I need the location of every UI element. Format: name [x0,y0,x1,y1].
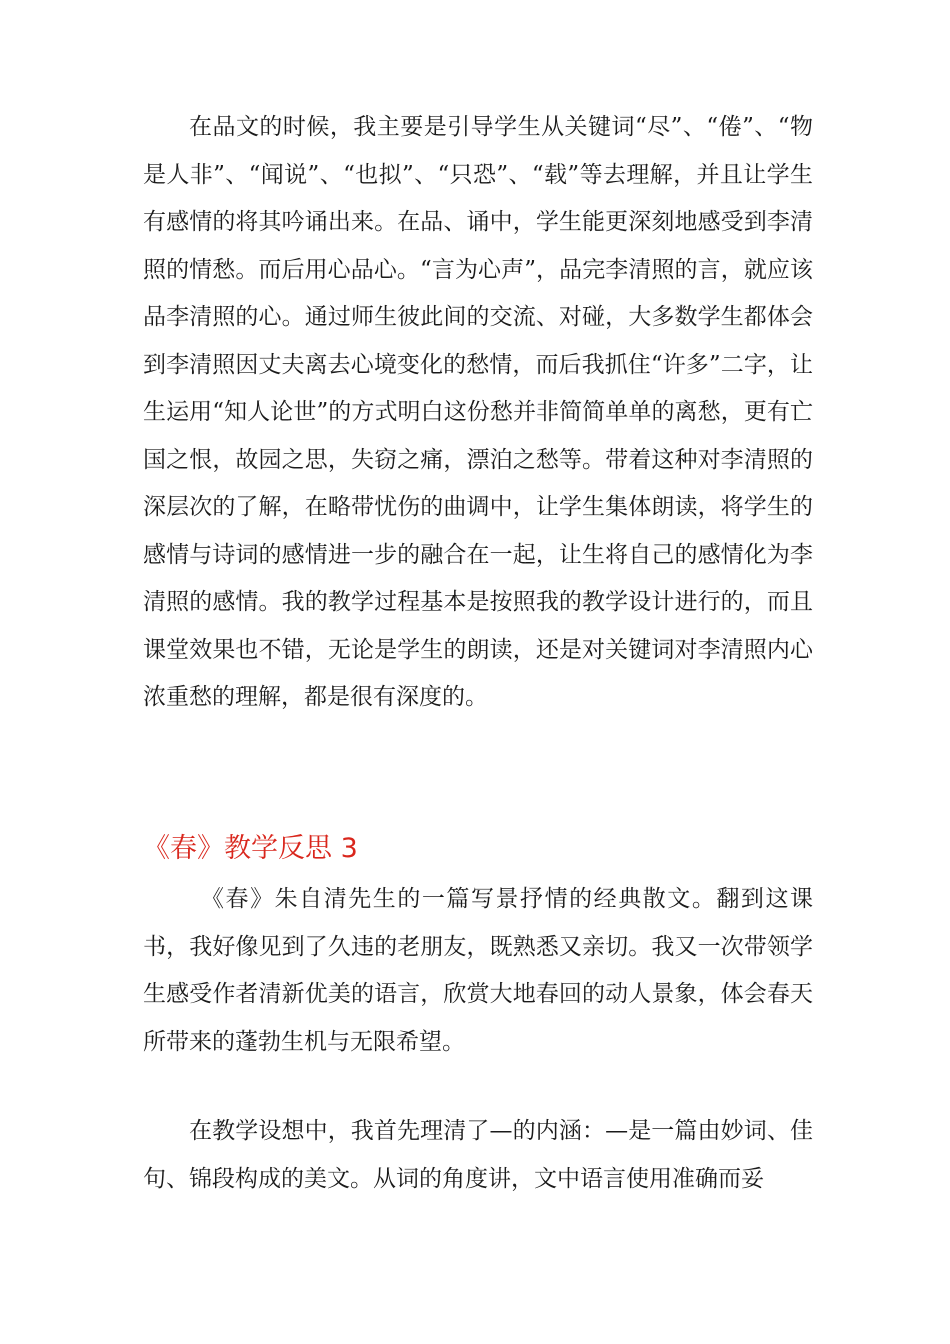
section-heading: 《春》教学反思 3 [143,833,358,864]
body-paragraph: 《春》朱自清先生的一篇写景抒情的经典散文。翻到这课书，我好像见到了久违的老朋友，既熟悉又亲切。我又一次带领学生感受作者清新优美的语言，欣赏大地春回的动人景象，体会春天所带来的蓬勃生机与无限希望。 [143,886,813,1055]
body-paragraph: 在品文的时候，我主要是引导学生从关键词“尽”、“倦”、“物是人非”、“闻说”、“也拟”、“只恐”、“载”等去理解，并且让学生有感情的将其吟诵出来。在品、诵中，学生能更深刻地感受到李清照的情愁。而后用心品心。“言为心声”，品完李清照的言，就应该品李清照的心。通过师生彼此间的交流、对碰，大多数学生都体会到李清照因丈夫离去心境变化的愁情，而后我抓住“许多”二字，让生运用“知人论世”的方式明白这份愁并非简简单单的离愁，更有亡国之恨，故园之思，失窃之痛，漂泊之愁等。带着这种对李清照的深层次的了解，在略带忧伤的曲调中，让学生集体朗读，将学生的感情与诗词的感情进一步的融合在一起，让生将自己的感情化为李清照的感情。我的教学过程基本是按照我的教学设计进行的，而且课堂效果也不错，无论是学生的朗读，还是对关键词对李清照内心浓重愁的理解，都是很有深度的。 [143,114,813,710]
body-paragraph: 在教学设想中，我首先理清了—的内涵：—是一篇由妙词、佳句、锦段构成的美文。从词的角度讲，文中语言使用准确而妥 [143,1118,813,1192]
